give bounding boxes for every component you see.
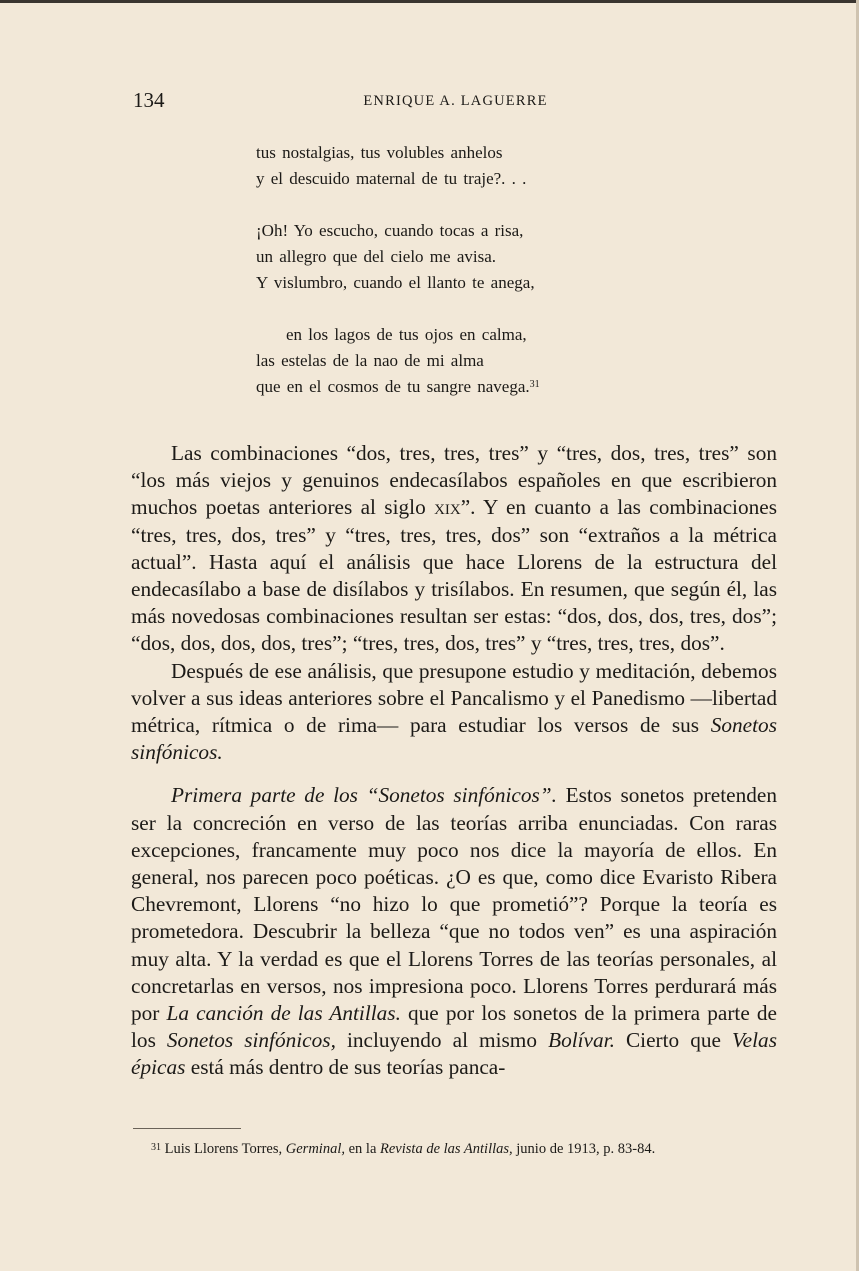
text-run: Estos sonetos pretenden ser la concreción en verso de las teorías arriba enunciadas. Con raras excepciones, francamente muy poco nos dice la mayoría de ellos. En general, nos parecen poco poéticas. ¿O es que, como dice Evaristo Ribera Chevremont, Llorens “no hizo lo que prometió”? Porque la teoría es prometedora. Descubrir la belleza “que no todos ven” es una aspiración muy alta. Y la verdad es que el Llorens Torres de las teorías personales, al concretarlas en versos, nos impresiona poco. Llorens Torres perdurará más por [131,783,777,1026]
text-run: ”. Y en cuanto a las combinaciones “tres, tres, dos, tres” y “tres, tres, tres, dos” son “extraños a la métrica actual”. Hasta aquí el análisis que hace Llorens de la estructura del endecasílabo a base de disílabos y trisílabos. En resumen, que según él, las más novedosas combinaciones resultan ser estas: “dos, dos, dos, tres, dos”; “dos, dos, dos, dos, tres”; “tres, tres, dos, tres” y “tres, tres, tres, dos”. [131,495,777,656]
text-run: junio de 1913, p. 83-84. [512,1141,656,1157]
italic-title: Sonetos sinfónicos, [166,1028,336,1053]
poem-quotation [256,140,676,426]
italic-title: Sonetos sinfónicos. [131,713,777,765]
footnote-reference[interactable]: 31 [529,379,540,390]
body-text [131,440,777,1082]
poem-stanza [256,218,676,296]
italic-title: Bolívar. [548,1028,615,1053]
italic-title: Revista de las Antillas, [380,1141,513,1157]
poem-line [256,374,676,400]
text-run: Cierto que [614,1028,733,1053]
poem-line-text: que en el cosmos de tu sangre navega. [256,377,530,396]
poem-line: tus nostalgias, tus volubles anhelos [256,143,503,162]
page-number: 134 [133,88,165,112]
text-run: Después de ese análisis, que presupone estudio y meditación, debemos volver a sus ideas anteriores sobre el Pancalismo y el Panedismo —libertad métrica, rítmica o de rima— para estudiar los versos de sus [131,658,777,738]
poem-stanza [256,322,676,400]
poem-line: Y vislumbro, cuando el llanto te anega, [256,273,535,292]
text-run: que por los sonetos de la primera parte de los [131,1001,777,1053]
small-caps-text: xix [434,495,461,520]
text-run: Las combinaciones “dos, tres, tres, tres” y “tres, dos, tres, tres” son “los más viejos y genuinos endecasílabos españoles en que escribieron muchos poetas anteriores al siglo [131,441,777,520]
page-header [133,88,778,118]
poem-line: y el descuido maternal de tu traje?. . . [256,169,527,188]
poem-line: un allegro que del cielo me avisa. [256,247,496,266]
paragraph [131,440,777,658]
paragraph [131,782,777,1081]
text-run: incluyendo al mismo [335,1028,549,1053]
text-run: Luis Llorens Torres, [161,1141,286,1157]
section-heading: Primera parte de los “Sonetos sinfónicos”. [171,783,557,808]
poem-line: ¡Oh! Yo escucho, cuando tocas a risa, [256,221,524,240]
page-edge [0,0,859,3]
poem-line: en los lagos de tus ojos en calma, [286,325,527,344]
running-head: ENRIQUE A. LAGUERRE [363,93,548,109]
footnote-number: 31 [151,1142,161,1153]
paragraph [131,658,777,767]
text-run: en la [344,1141,381,1157]
italic-title: La canción de las Antillas. [166,1001,401,1026]
poem-line: las estelas de la nao de mi alma [256,351,484,370]
italic-title: Velas épicas [131,1028,777,1080]
poem-stanza [256,140,676,192]
italic-title: Germinal, [285,1141,345,1157]
text-run: está más dentro de sus teorías panca- [185,1055,506,1080]
footnote-divider [133,1128,241,1129]
footnote [131,1140,777,1159]
